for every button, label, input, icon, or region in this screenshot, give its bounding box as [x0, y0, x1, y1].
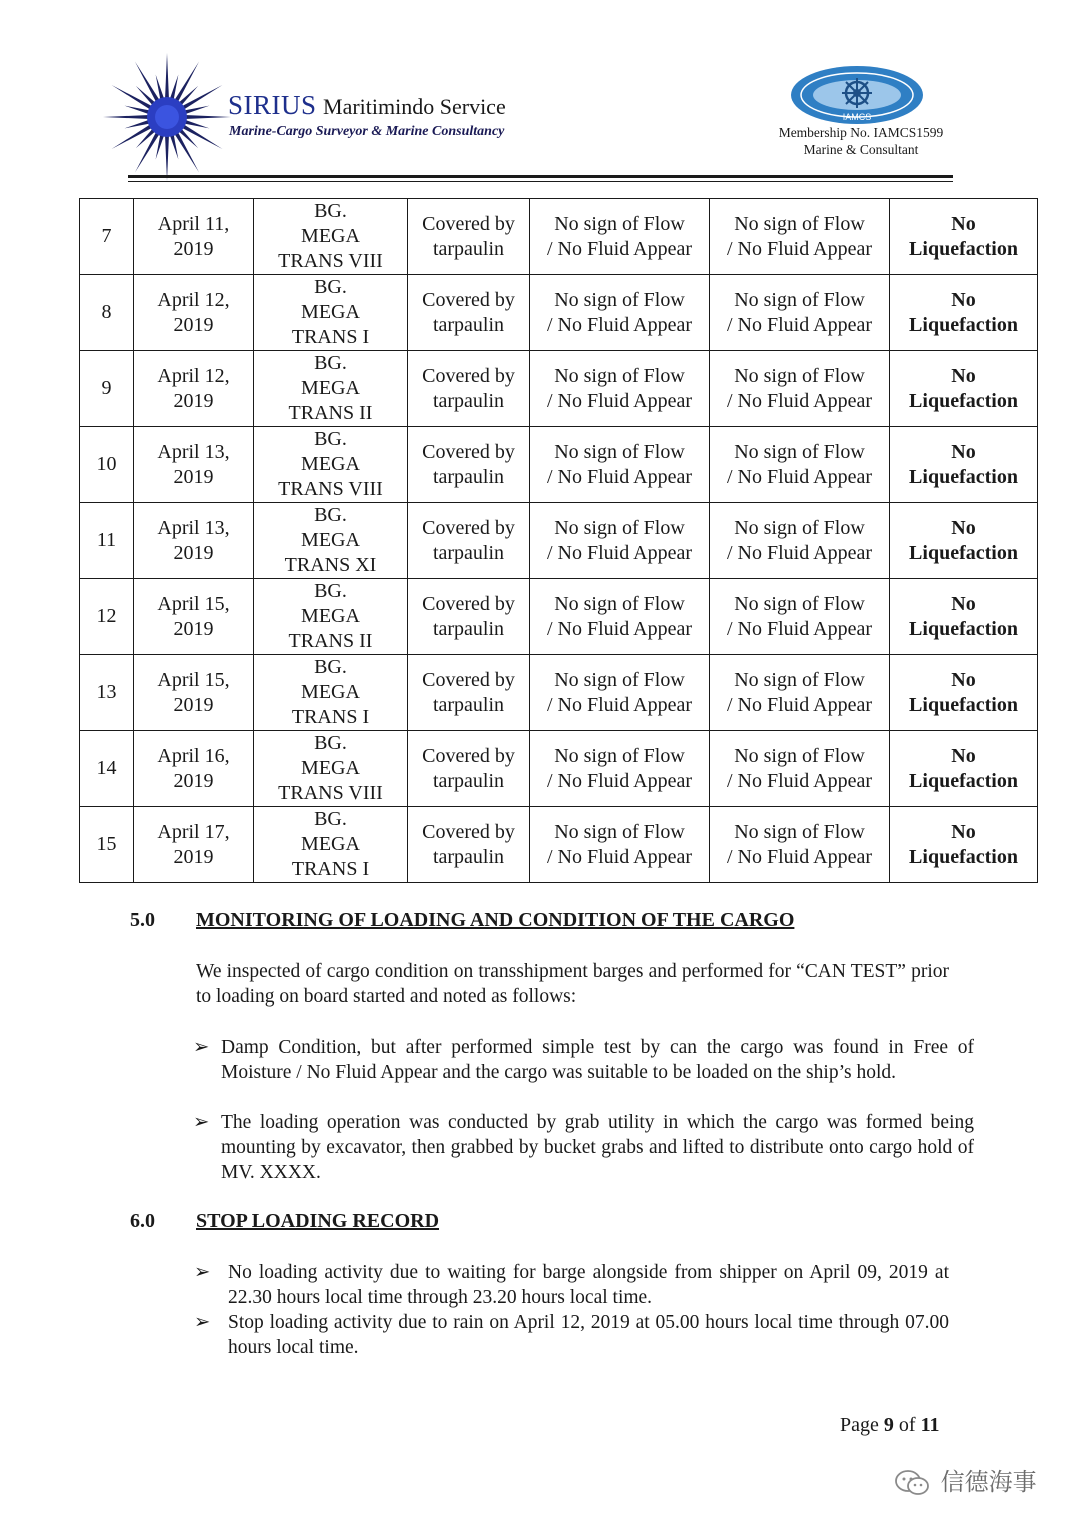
cell-condition-a-text: / No Fluid Appear [547, 389, 692, 412]
cell-vessel-text: TRANS I [291, 858, 370, 880]
cell-date-text: 2019 [173, 389, 214, 412]
cell-number-text: 15 [96, 833, 117, 855]
cell-condition-a-text: / No Fluid Appear [547, 237, 692, 260]
cell-condition-b-text: / No Fluid Appear [727, 313, 872, 336]
cell-number [80, 275, 134, 351]
arrowhead-bullet-icon: ➢ [194, 1312, 211, 1333]
cell-condition-b-text: No sign of Flow [734, 820, 865, 843]
cell-date [134, 199, 254, 275]
cell-condition-b-text: / No Fluid Appear [727, 845, 872, 868]
cell-condition-a [530, 199, 710, 275]
list-item [193, 1035, 974, 1085]
cell-number-text: 10 [96, 453, 117, 475]
cell-result [890, 503, 1038, 579]
cell-date-text: April 15, [157, 592, 230, 615]
cell-condition-a-text: / No Fluid Appear [547, 769, 692, 792]
cell-vessel [254, 579, 408, 655]
cell-result-text: Liquefaction [909, 541, 1018, 564]
brand-rest: Maritimindo Service [323, 94, 506, 119]
cell-vessel [254, 427, 408, 503]
cell-date [134, 351, 254, 427]
bullet-text: Damp Condition, but after performed simple test by can the cargo was found in Free of Moisture / No Fluid Appear and the cargo was suitable to be loaded on the ship’s hold. [221, 1037, 974, 1083]
cell-date [134, 503, 254, 579]
cell-condition-b-text: No sign of Flow [734, 744, 865, 767]
star-ray [178, 86, 198, 106]
section-title: STOP LOADING RECORD [196, 1210, 440, 1232]
cell-condition-b [710, 655, 890, 731]
cell-vessel [254, 807, 408, 883]
cell-result-text: Liquefaction [909, 617, 1018, 640]
cell-date [134, 275, 254, 351]
watermark [893, 1462, 1037, 1498]
section-6-heading [130, 1210, 439, 1233]
cell-number [80, 351, 134, 427]
page-of: of [898, 1414, 916, 1436]
watermark-text: 信德海事 [940, 1468, 1037, 1496]
cell-date [134, 731, 254, 807]
cell-date-text: April 13, [157, 516, 230, 539]
cell-vessel [254, 731, 408, 807]
cell-vessel-text: TRANS II [288, 402, 373, 424]
membership-number: Membership No. IAMCS1599 [778, 125, 944, 140]
cell-result [890, 427, 1038, 503]
cell-covering [408, 427, 530, 503]
cell-number [80, 731, 134, 807]
cell-date-text: April 15, [157, 668, 230, 691]
cell-condition-b-text: No sign of Flow [734, 668, 865, 691]
cell-number [80, 655, 134, 731]
cell-covering [408, 807, 530, 883]
bullet-text: The loading operation was conducted by grab utility in which the cargo was formed being mounting by excavator, then grabbed by bucket grabs and lifted to distribute onto cargo hold of MV. XXXX. [221, 1112, 974, 1183]
iamcs-ship-wheel-emblem [788, 64, 926, 126]
cell-result [890, 655, 1038, 731]
wechat-icon [893, 1468, 933, 1498]
cell-date [134, 579, 254, 655]
cell-number [80, 199, 134, 275]
cell-covering-text: Covered by [422, 820, 515, 843]
cell-result-text: No [951, 820, 976, 843]
section-5-heading [130, 909, 794, 932]
cell-result-text: Liquefaction [909, 693, 1018, 716]
cell-covering-text: tarpaulin [432, 693, 505, 716]
cell-vessel [254, 351, 408, 427]
cell-date-text: 2019 [173, 541, 214, 564]
cell-covering-text: tarpaulin [432, 237, 505, 260]
cell-date-text: 2019 [173, 693, 214, 716]
cell-condition-b-text: No sign of Flow [734, 288, 865, 311]
cell-condition-a [530, 579, 710, 655]
cell-condition-a-text: No sign of Flow [554, 440, 685, 463]
page-label: Page [840, 1414, 879, 1436]
cell-covering [408, 275, 530, 351]
cell-number-text: 13 [96, 681, 117, 703]
cell-covering-text: Covered by [422, 212, 515, 235]
arrowhead-bullet-icon: ➢ [193, 1112, 210, 1133]
brand-name [228, 90, 506, 121]
cell-condition-b [710, 731, 890, 807]
cell-vessel [254, 199, 408, 275]
cell-covering [408, 579, 530, 655]
cell-condition-a-text: / No Fluid Appear [547, 313, 692, 336]
cell-vessel-text: MEGA [301, 301, 360, 323]
cell-number-text: 12 [96, 605, 117, 627]
cell-result-text: Liquefaction [909, 845, 1018, 868]
cell-vessel [254, 503, 408, 579]
cell-date-text: April 16, [157, 744, 230, 767]
cell-covering-text: Covered by [422, 288, 515, 311]
section-title: MONITORING OF LOADING AND CONDITION OF THE CARGO [196, 909, 795, 931]
cell-condition-a-text: No sign of Flow [554, 592, 685, 615]
cell-result [890, 199, 1038, 275]
cell-covering-text: tarpaulin [432, 313, 505, 336]
cell-number-text: 14 [96, 757, 117, 779]
cell-result-text: Liquefaction [909, 465, 1018, 488]
cell-date-text: 2019 [173, 769, 214, 792]
cell-covering-text: Covered by [422, 668, 515, 691]
cell-date [134, 427, 254, 503]
cell-vessel-text: TRANS VIII [278, 478, 383, 500]
bullet-text: Stop loading activity due to rain on April 12, 2019 at 05.00 hours local time through 07.00 hours local time. [228, 1312, 949, 1358]
cell-covering-text: Covered by [422, 592, 515, 615]
cell-vessel-text: BG. [314, 428, 347, 450]
cell-condition-b-text: / No Fluid Appear [727, 237, 872, 260]
cell-number-text: 7 [101, 225, 112, 247]
cell-date-text: April 12, [157, 288, 230, 311]
brand-main: SIRIUS [228, 90, 317, 120]
cell-condition-a-text: No sign of Flow [554, 744, 685, 767]
cell-covering-text: tarpaulin [432, 769, 505, 792]
table-row [80, 579, 1038, 655]
list-item [193, 1110, 974, 1185]
page-total: 11 [920, 1414, 940, 1436]
table-row [80, 351, 1038, 427]
cell-vessel-text: MEGA [301, 377, 360, 399]
cell-number [80, 807, 134, 883]
cell-result-text: No [951, 288, 976, 311]
cell-vessel-text: MEGA [301, 605, 360, 627]
cell-condition-a-text: No sign of Flow [554, 212, 685, 235]
cell-condition-b-text: No sign of Flow [734, 516, 865, 539]
brand-tagline: Marine-Cargo Surveyor & Marine Consultancy [229, 124, 505, 139]
header-rule [128, 175, 953, 178]
cell-result-text: No [951, 212, 976, 235]
cell-covering-text: tarpaulin [432, 389, 505, 412]
cell-condition-b-text: No sign of Flow [734, 364, 865, 387]
cell-condition-a [530, 731, 710, 807]
table-row [80, 503, 1038, 579]
page-number [840, 1414, 939, 1437]
section-number: 6.0 [130, 1210, 155, 1232]
cell-date-text: April 17, [157, 820, 230, 843]
cell-condition-b-text: No sign of Flow [734, 440, 865, 463]
cell-vessel [254, 275, 408, 351]
table-row [80, 731, 1038, 807]
table-row [80, 427, 1038, 503]
cell-result-text: No [951, 744, 976, 767]
cell-condition-b-text: / No Fluid Appear [727, 617, 872, 640]
cell-covering [408, 199, 530, 275]
cell-condition-b [710, 351, 890, 427]
star-ray [165, 53, 169, 99]
cell-vessel-text: MEGA [301, 529, 360, 551]
cell-number-text: 11 [96, 529, 117, 551]
document-header [0, 0, 1080, 190]
cell-condition-a [530, 351, 710, 427]
cell-condition-b [710, 579, 890, 655]
cell-result [890, 351, 1038, 427]
bullet-text: No loading activity due to waiting for barge alongside from shipper on April 09, 2019 at 22.30 hours local time through 23.20 hours local time. [228, 1262, 949, 1308]
cell-condition-a [530, 503, 710, 579]
cell-number [80, 427, 134, 503]
cell-date [134, 655, 254, 731]
cell-condition-a-text: / No Fluid Appear [547, 541, 692, 564]
cell-vessel-text: MEGA [301, 225, 360, 247]
cell-vessel-text: BG. [314, 276, 347, 298]
cell-date-text: April 13, [157, 440, 230, 463]
cell-condition-a-text: No sign of Flow [554, 668, 685, 691]
cell-result [890, 807, 1038, 883]
cell-number-text: 9 [101, 377, 112, 399]
cell-covering [408, 503, 530, 579]
table-row [80, 655, 1038, 731]
cell-condition-a-text: No sign of Flow [554, 364, 685, 387]
cell-condition-b [710, 199, 890, 275]
cell-covering [408, 655, 530, 731]
cell-result-text: No [951, 516, 976, 539]
cell-vessel-text: BG. [314, 808, 347, 830]
cell-vessel-text: MEGA [301, 833, 360, 855]
cell-result-text: No [951, 440, 976, 463]
cell-condition-b-text: / No Fluid Appear [727, 389, 872, 412]
cell-result-text: No [951, 668, 976, 691]
section-number: 5.0 [130, 909, 155, 931]
cell-result [890, 731, 1038, 807]
cell-result [890, 579, 1038, 655]
cell-condition-a-text: No sign of Flow [554, 516, 685, 539]
cell-condition-a-text: / No Fluid Appear [547, 693, 692, 716]
cell-vessel [254, 655, 408, 731]
cell-covering-text: tarpaulin [432, 465, 505, 488]
section-5-intro: We inspected of cargo condition on transshipment barges and performed for “CAN TEST” prior to loading on board started and noted as follows: [196, 961, 949, 1007]
list-item [194, 1310, 949, 1360]
arrowhead-bullet-icon: ➢ [194, 1262, 211, 1283]
cell-condition-a-text: / No Fluid Appear [547, 617, 692, 640]
cell-condition-a-text: No sign of Flow [554, 820, 685, 843]
cell-vessel-text: TRANS VIII [278, 250, 383, 272]
cell-condition-b [710, 807, 890, 883]
cell-condition-a [530, 427, 710, 503]
cell-vessel-text: TRANS VIII [278, 782, 383, 804]
cell-covering [408, 351, 530, 427]
cell-vessel-text: BG. [314, 504, 347, 526]
cell-covering-text: Covered by [422, 744, 515, 767]
header-rule-thin [128, 181, 953, 182]
cell-condition-b [710, 503, 890, 579]
star-ray [103, 115, 149, 119]
cell-covering-text: tarpaulin [432, 541, 505, 564]
cell-date [134, 807, 254, 883]
arrowhead-bullet-icon: ➢ [193, 1037, 210, 1058]
cell-date-text: April 12, [157, 364, 230, 387]
cargo-condition-table [79, 198, 1038, 883]
cell-number-text: 8 [101, 301, 112, 323]
cell-condition-b-text: No sign of Flow [734, 592, 865, 615]
cell-condition-b-text: / No Fluid Appear [727, 693, 872, 716]
emblem-text: IAMCS [842, 112, 872, 122]
cell-result-text: Liquefaction [909, 389, 1018, 412]
cell-date-text: 2019 [173, 617, 214, 640]
star-ray [185, 115, 231, 119]
table-row [80, 807, 1038, 883]
cell-vessel-text: BG. [314, 352, 347, 374]
star-ray [136, 128, 156, 148]
cell-date-text: 2019 [173, 465, 214, 488]
cell-vessel-text: MEGA [301, 681, 360, 703]
cell-date-text: 2019 [173, 313, 214, 336]
star-ray [136, 86, 156, 106]
cell-vessel-text: BG. [314, 732, 347, 754]
cell-condition-b-text: / No Fluid Appear [727, 769, 872, 792]
cell-result-text: Liquefaction [909, 769, 1018, 792]
cell-condition-a [530, 275, 710, 351]
membership-role: Marine & Consultant [803, 142, 919, 157]
table-body [80, 199, 1038, 883]
cell-condition-a [530, 655, 710, 731]
star-ray [178, 128, 198, 148]
cell-result-text: Liquefaction [909, 313, 1018, 336]
cell-condition-a-text: / No Fluid Appear [547, 845, 692, 868]
cell-result-text: No [951, 592, 976, 615]
cell-result-text: No [951, 364, 976, 387]
membership-info [770, 124, 952, 158]
cell-condition-b-text: / No Fluid Appear [727, 541, 872, 564]
cell-date-text: 2019 [173, 237, 214, 260]
cell-covering-text: Covered by [422, 364, 515, 387]
cell-vessel-text: TRANS I [291, 706, 370, 728]
cell-result-text: Liquefaction [909, 237, 1018, 260]
cell-condition-b-text: No sign of Flow [734, 212, 865, 235]
cell-covering-text: Covered by [422, 440, 515, 463]
sirius-star-logo [100, 50, 235, 185]
cell-result [890, 275, 1038, 351]
table-row [80, 275, 1038, 351]
cell-covering-text: tarpaulin [432, 845, 505, 868]
cell-vessel-text: BG. [314, 580, 347, 602]
table-row [80, 199, 1038, 275]
cell-vessel-text: BG. [314, 200, 347, 222]
list-item [194, 1260, 949, 1310]
cell-vessel-text: MEGA [301, 453, 360, 475]
cell-condition-a-text: No sign of Flow [554, 288, 685, 311]
cell-condition-a [530, 807, 710, 883]
cell-date-text: 2019 [173, 845, 214, 868]
cell-covering-text: tarpaulin [432, 617, 505, 640]
cell-vessel-text: TRANS I [291, 326, 370, 348]
cell-condition-b-text: / No Fluid Appear [727, 465, 872, 488]
cell-vessel-text: TRANS II [288, 630, 373, 652]
cell-vessel-text: BG. [314, 656, 347, 678]
cell-vessel-text: MEGA [301, 757, 360, 779]
cell-covering [408, 731, 530, 807]
cell-date-text: April 11, [157, 212, 230, 235]
cell-condition-a-text: / No Fluid Appear [547, 465, 692, 488]
cell-vessel-text: TRANS XI [284, 554, 377, 576]
cell-number [80, 503, 134, 579]
cell-condition-b [710, 427, 890, 503]
cell-number [80, 579, 134, 655]
cell-covering-text: Covered by [422, 516, 515, 539]
page-current: 9 [883, 1414, 894, 1436]
cell-condition-b [710, 275, 890, 351]
